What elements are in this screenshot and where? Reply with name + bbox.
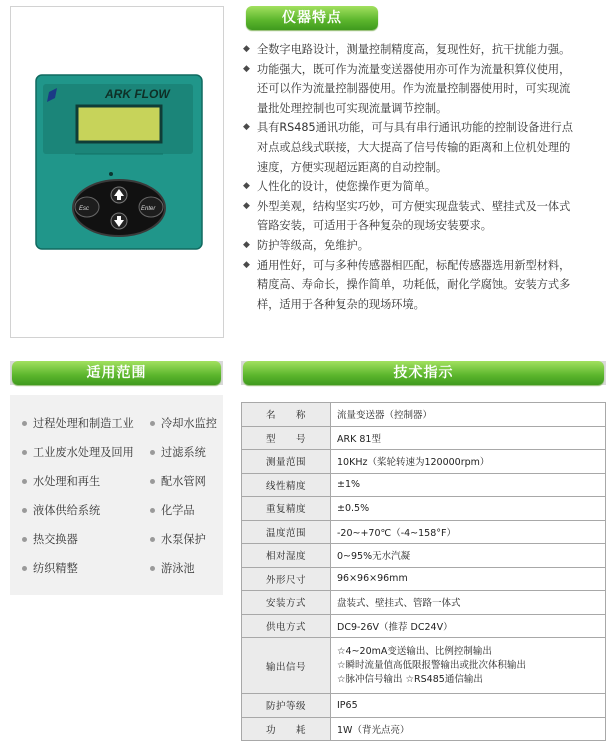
spec-row	[242, 497, 606, 521]
enter-key-label: Enter	[141, 206, 156, 212]
spec-value-line: 96×96×96mm	[337, 573, 408, 585]
spec-row	[242, 717, 606, 741]
application-label: 水处理和再生	[33, 475, 101, 488]
spec-value	[331, 403, 606, 427]
spec-key: 型 号	[242, 426, 331, 450]
application-label: 配水管网	[161, 475, 206, 488]
bullet-dot-icon	[150, 421, 155, 426]
bullet-diamond-icon: ◆	[243, 63, 250, 74]
spec-value-line: DC9-26V（推荐 DC24V）	[337, 621, 453, 633]
application-item	[22, 415, 134, 431]
spec-value	[331, 567, 606, 591]
spec-value-line: ☆瞬时流量值高低限报警输出或批次体积输出	[337, 659, 527, 671]
application-item	[150, 531, 206, 547]
spec-row	[242, 426, 606, 450]
spec-row	[242, 614, 606, 638]
specs-title: 技术指示	[243, 361, 604, 385]
bullet-diamond-icon: ◆	[243, 181, 250, 192]
spec-value-line: 0~95%无水汽凝	[337, 551, 411, 563]
spec-row	[242, 638, 606, 694]
application-label: 热交换器	[33, 533, 78, 546]
feature-text	[257, 236, 605, 256]
feature-line: 全数字电路设计，测量控制精度高，复现性好，抗干扰能力强。	[257, 43, 571, 56]
feature-line: 功能强大，既可作为流量变送器使用亦可作为流量积算仪使用，	[257, 62, 571, 76]
spec-value-line: ±0.5%	[337, 502, 370, 514]
bullet-dot-icon	[150, 450, 155, 455]
spec-row	[242, 520, 606, 544]
feature-item	[243, 60, 605, 119]
spec-key: 外形尺寸	[242, 567, 331, 591]
spec-key: 安装方式	[242, 591, 331, 615]
feature-line: 速度，方便实现超远距离的自动控制。	[257, 160, 448, 174]
feature-line: 管路安装，可适用于各种复杂的现场安装要求。	[257, 219, 492, 233]
spec-value-line: IP65	[337, 699, 358, 711]
spec-value	[331, 717, 606, 741]
feature-text	[257, 177, 605, 197]
feature-item	[243, 118, 605, 177]
bullet-dot-icon	[22, 421, 27, 426]
application-item	[22, 531, 78, 547]
specs-table	[241, 402, 606, 741]
spec-value-line: 10KHz（桨轮转速为120000rpm）	[337, 457, 490, 469]
spec-value-line: ±1%	[337, 479, 361, 491]
feature-line: 样，适用于各种复杂的现场环境。	[257, 297, 425, 311]
application-item	[150, 415, 217, 431]
spec-key: 输出信号	[242, 638, 331, 694]
feature-line: 通用性好，可与多种传感器相匹配，标配传感器选用新型材料，	[257, 258, 571, 272]
bullet-dot-icon	[150, 508, 155, 513]
spec-key: 测量范围	[242, 450, 331, 474]
spec-row	[242, 450, 606, 474]
spec-value	[331, 426, 606, 450]
application-item	[150, 560, 195, 576]
spec-key: 温度范围	[242, 520, 331, 544]
bullet-diamond-icon: ◆	[243, 239, 250, 250]
spec-key: 功 耗	[242, 717, 331, 741]
application-label: 过滤系统	[161, 446, 206, 459]
feature-line: 防护等级高，免维护。	[257, 238, 369, 252]
bullet-diamond-icon: ◆	[243, 122, 250, 133]
application-label: 工业废水处理及回用	[33, 446, 134, 459]
bullet-dot-icon	[150, 479, 155, 484]
application-item	[22, 560, 78, 576]
feature-text	[257, 60, 605, 119]
feature-item	[243, 177, 605, 197]
feature-text	[257, 118, 605, 177]
feature-item	[243, 40, 605, 60]
bullet-dot-icon	[150, 566, 155, 571]
spec-row	[242, 591, 606, 615]
feature-line: 人性化的设计，使您操作更为简单。	[257, 180, 437, 194]
feature-line: 量批处理控制也可实现流量调节控制。	[257, 101, 448, 115]
application-label: 水泵保护	[161, 533, 206, 546]
feature-line: 对点或总线式联接，大大提高了信号传输的距离和上位机处理的	[257, 140, 571, 154]
application-item	[150, 444, 206, 460]
application-item	[22, 502, 100, 518]
feature-item	[243, 236, 605, 256]
feature-line: 外型美观，结构坚实巧妙，可方便实现盘装式、壁挂式及一体式	[257, 199, 571, 213]
feature-line: 具有RS485通讯功能，可与具有串行通讯功能的控制设备进行点	[257, 121, 573, 135]
application-label: 过程处理和制造工业	[33, 417, 134, 430]
spec-value-line: 盘装式、壁挂式、管路一体式	[337, 598, 461, 610]
spec-value	[331, 497, 606, 521]
spec-value-line: ARK 81型	[337, 433, 381, 445]
spec-value-line: 1W（背光点亮）	[337, 724, 410, 736]
applications-panel	[10, 395, 223, 595]
application-label: 游泳池	[161, 562, 195, 575]
spec-value	[331, 591, 606, 615]
spec-row	[242, 473, 606, 497]
applications-title: 适用范围	[12, 361, 221, 385]
device-brand-label: ARK FLOW	[105, 87, 170, 101]
spec-value	[331, 450, 606, 474]
application-item	[150, 502, 195, 518]
feature-text	[257, 197, 605, 236]
spec-key: 防护等级	[242, 694, 331, 718]
spec-key: 供电方式	[242, 614, 331, 638]
application-item	[22, 473, 100, 489]
spec-key: 重复精度	[242, 497, 331, 521]
spec-key: 相对湿度	[242, 544, 331, 568]
spec-value-line: -20~+70℃（-4~158°F）	[337, 527, 456, 539]
application-label: 液体供给系统	[33, 504, 101, 517]
spec-value	[331, 544, 606, 568]
feature-text	[257, 40, 605, 60]
bullet-dot-icon	[22, 450, 27, 455]
features-list	[243, 40, 605, 314]
bullet-dot-icon	[22, 508, 27, 513]
spec-value	[331, 614, 606, 638]
spec-value-line: 流量变送器（控制器）	[337, 410, 433, 422]
bullet-diamond-icon: ◆	[243, 44, 250, 54]
spec-value	[331, 638, 606, 694]
esc-key-label: Esc	[79, 206, 90, 212]
spec-value	[331, 694, 606, 718]
spec-key: 线性精度	[242, 473, 331, 497]
spec-value	[331, 520, 606, 544]
flow-controller-image	[35, 74, 203, 250]
spec-row	[242, 544, 606, 568]
application-item	[22, 444, 134, 460]
bullet-diamond-icon: ◆	[243, 259, 250, 270]
feature-line: 还可以作为流量控制器使用。作为流量控制器使用时，可实现流	[257, 82, 571, 96]
spec-key: 名 称	[242, 403, 331, 427]
spec-row	[242, 403, 606, 427]
spec-value-line: ☆脉冲信号输出 ☆RS485通信输出	[337, 673, 483, 685]
spec-value	[331, 473, 606, 497]
feature-line: 精度高、寿命长，操作简单，功耗低，耐化学腐蚀。安装方式多	[257, 278, 571, 292]
application-item	[150, 473, 206, 489]
bullet-dot-icon	[22, 537, 27, 542]
application-label: 纺织精整	[33, 562, 78, 575]
application-label: 化学品	[161, 504, 195, 517]
product-image-frame	[10, 6, 224, 338]
bullet-diamond-icon: ◆	[243, 200, 250, 211]
spec-row	[242, 567, 606, 591]
spec-value-line: ☆4~20mA变送输出、比例控制输出	[337, 645, 492, 657]
spec-row	[242, 694, 606, 718]
feature-text	[257, 256, 605, 315]
feature-item	[243, 256, 605, 315]
bullet-dot-icon	[22, 479, 27, 484]
bullet-dot-icon	[150, 537, 155, 542]
features-title: 仪器特点	[246, 6, 378, 30]
application-label: 冷却水监控	[161, 417, 217, 430]
feature-item	[243, 197, 605, 236]
bullet-dot-icon	[22, 566, 27, 571]
